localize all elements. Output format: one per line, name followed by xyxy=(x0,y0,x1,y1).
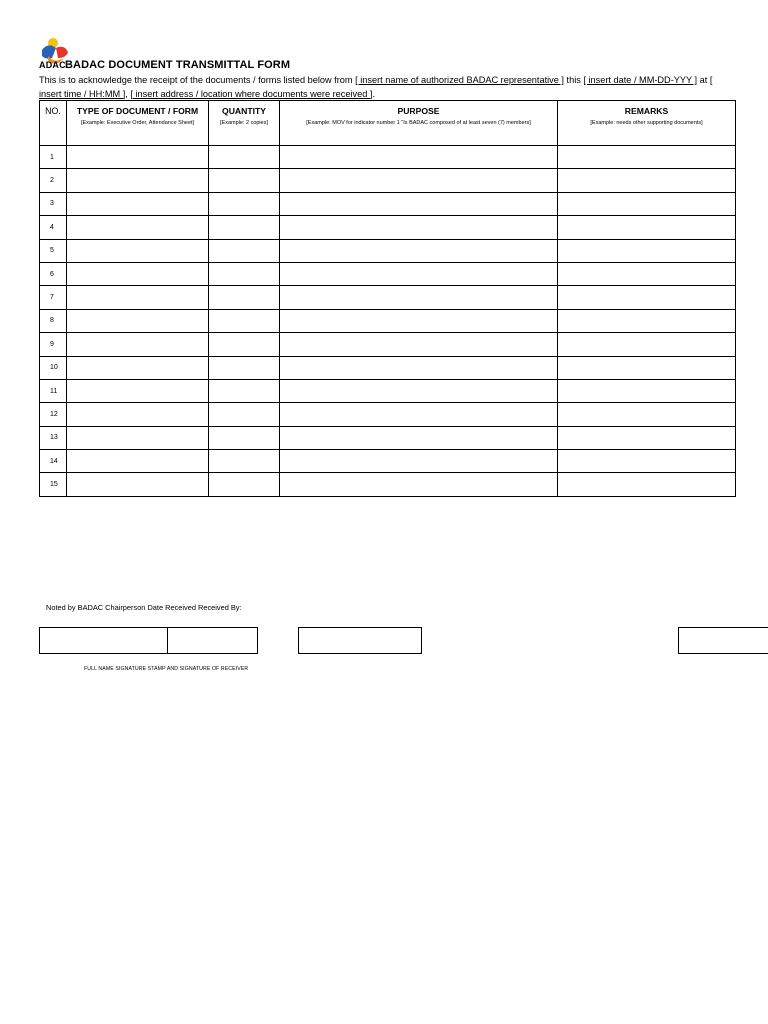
signature-box[interactable] xyxy=(167,627,258,654)
purpose-cell[interactable] xyxy=(280,309,558,332)
quantity-cell[interactable] xyxy=(209,169,280,192)
purpose-cell[interactable] xyxy=(280,286,558,309)
intro-part: This is to acknowledge the receipt of the documents / forms listed below from xyxy=(39,75,356,85)
remarks-cell[interactable] xyxy=(558,356,736,379)
type-cell[interactable] xyxy=(67,192,209,215)
remarks-cell[interactable] xyxy=(558,426,736,449)
remarks-cell[interactable] xyxy=(558,169,736,192)
quantity-cell[interactable] xyxy=(209,450,280,473)
purpose-cell[interactable] xyxy=(280,356,558,379)
table-row xyxy=(40,356,736,379)
type-cell[interactable] xyxy=(67,403,209,426)
quantity-cell[interactable] xyxy=(209,216,280,239)
quantity-cell[interactable] xyxy=(209,262,280,285)
type-cell[interactable] xyxy=(67,146,209,169)
remarks-cell[interactable] xyxy=(558,333,736,356)
header-example: [Example: MOV for indicator number 1 "Is BADAC composed of at least seven (7) members] xyxy=(306,120,531,126)
type-cell[interactable] xyxy=(67,426,209,449)
table-row xyxy=(40,286,736,309)
header-purpose xyxy=(280,101,558,146)
remarks-cell[interactable] xyxy=(558,379,736,402)
purpose-cell[interactable] xyxy=(280,216,558,239)
header-label: PURPOSE xyxy=(397,106,440,116)
table-row xyxy=(40,309,736,332)
table-row xyxy=(40,450,736,473)
type-cell[interactable] xyxy=(67,356,209,379)
remarks-cell[interactable] xyxy=(558,450,736,473)
header-label: QUANTITY xyxy=(222,106,266,116)
noted-by-line: Noted by BADAC Chairperson Date Received Received By: xyxy=(46,603,242,612)
table-row xyxy=(40,239,736,262)
quantity-cell[interactable] xyxy=(209,192,280,215)
remarks-cell[interactable] xyxy=(558,403,736,426)
type-cell[interactable] xyxy=(67,286,209,309)
type-cell[interactable] xyxy=(67,239,209,262)
table-row xyxy=(40,192,736,215)
type-cell[interactable] xyxy=(67,450,209,473)
row-number: 15 xyxy=(40,473,67,496)
intro-part: , xyxy=(125,88,131,99)
row-number: 13 xyxy=(40,426,67,449)
header-label: TYPE OF DOCUMENT / FORM xyxy=(76,106,199,116)
row-number: 4 xyxy=(40,216,67,239)
time-placeholder: [ insert time / HH:MM ] xyxy=(39,75,713,99)
header-type xyxy=(67,101,209,146)
purpose-cell[interactable] xyxy=(280,473,558,496)
type-cell[interactable] xyxy=(67,333,209,356)
row-number: 10 xyxy=(40,356,67,379)
quantity-cell[interactable] xyxy=(209,239,280,262)
remarks-cell[interactable] xyxy=(558,216,736,239)
table-row xyxy=(40,333,736,356)
table-row xyxy=(40,262,736,285)
header-example: [Example: needs other supporting documents] xyxy=(590,120,703,126)
quantity-cell[interactable] xyxy=(209,379,280,402)
table-row xyxy=(40,403,736,426)
type-cell[interactable] xyxy=(67,216,209,239)
row-number: 7 xyxy=(40,286,67,309)
remarks-cell[interactable] xyxy=(558,146,736,169)
row-number: 3 xyxy=(40,192,67,215)
purpose-cell[interactable] xyxy=(280,146,558,169)
header-no xyxy=(40,101,67,146)
transmittal-table xyxy=(39,100,736,497)
remarks-cell[interactable] xyxy=(558,262,736,285)
header-example: [Example: Executive Order, Attendance Sheet] xyxy=(80,120,195,126)
quantity-cell[interactable] xyxy=(209,356,280,379)
header-label: REMARKS xyxy=(624,106,669,116)
intro-part: at xyxy=(697,75,710,85)
header-quantity xyxy=(209,101,280,146)
signature-footer-label: FULL NAME SIGNATURE STAMP AND SIGNATURE OF RECEIVER xyxy=(84,666,249,672)
table-header-row xyxy=(40,101,736,146)
row-number: 9 xyxy=(40,333,67,356)
quantity-cell[interactable] xyxy=(209,333,280,356)
row-number: 12 xyxy=(40,403,67,426)
type-cell[interactable] xyxy=(67,262,209,285)
remarks-cell[interactable] xyxy=(558,473,736,496)
remarks-cell[interactable] xyxy=(558,286,736,309)
purpose-cell[interactable] xyxy=(280,403,558,426)
table-row xyxy=(40,426,736,449)
quantity-cell[interactable] xyxy=(209,146,280,169)
purpose-cell[interactable] xyxy=(280,169,558,192)
purpose-cell[interactable] xyxy=(280,239,558,262)
table-row xyxy=(40,216,736,239)
purpose-cell[interactable] xyxy=(280,333,558,356)
purpose-cell[interactable] xyxy=(280,192,558,215)
quantity-cell[interactable] xyxy=(209,403,280,426)
type-cell[interactable] xyxy=(67,169,209,192)
intro-part: this xyxy=(563,75,584,85)
table-row xyxy=(40,473,736,496)
row-number: 8 xyxy=(40,309,67,332)
full-name-box[interactable] xyxy=(39,627,168,654)
row-number: 11 xyxy=(40,379,67,402)
form-title: BADAC DOCUMENT TRANSMITTAL FORM xyxy=(65,59,291,71)
type-cell[interactable] xyxy=(67,473,209,496)
quantity-cell[interactable] xyxy=(209,473,280,496)
intro-part: . xyxy=(372,88,376,99)
type-cell[interactable] xyxy=(67,309,209,332)
received-by-box[interactable] xyxy=(678,627,768,654)
date-received-box[interactable] xyxy=(298,627,422,654)
table-row xyxy=(40,146,736,169)
row-number: 5 xyxy=(40,239,67,262)
table-row xyxy=(40,379,736,402)
purpose-cell[interactable] xyxy=(280,379,558,402)
table-row xyxy=(40,169,736,192)
representative-placeholder: [ insert name of authorized BADAC representative ] xyxy=(355,75,564,85)
header-label: NO. xyxy=(45,106,61,116)
row-number: 2 xyxy=(40,169,67,192)
address-placeholder: [ insert address / location where documents were received ] xyxy=(130,88,373,99)
row-number: 14 xyxy=(40,450,67,473)
purpose-cell[interactable] xyxy=(280,262,558,285)
type-cell[interactable] xyxy=(67,379,209,402)
date-placeholder: [ insert date / MM-DD-YYY ] xyxy=(583,75,698,85)
remarks-cell[interactable] xyxy=(558,192,736,215)
logo-text: ADAC xyxy=(39,60,66,70)
intro-text xyxy=(39,74,729,101)
header-remarks xyxy=(558,101,736,146)
header-example: [Example: 2 copies] xyxy=(220,120,268,126)
purpose-cell[interactable] xyxy=(280,450,558,473)
quantity-cell[interactable] xyxy=(209,426,280,449)
purpose-cell[interactable] xyxy=(280,426,558,449)
quantity-cell[interactable] xyxy=(209,286,280,309)
row-number: 1 xyxy=(40,146,67,169)
remarks-cell[interactable] xyxy=(558,239,736,262)
remarks-cell[interactable] xyxy=(558,309,736,332)
row-number: 6 xyxy=(40,262,67,285)
quantity-cell[interactable] xyxy=(209,309,280,332)
